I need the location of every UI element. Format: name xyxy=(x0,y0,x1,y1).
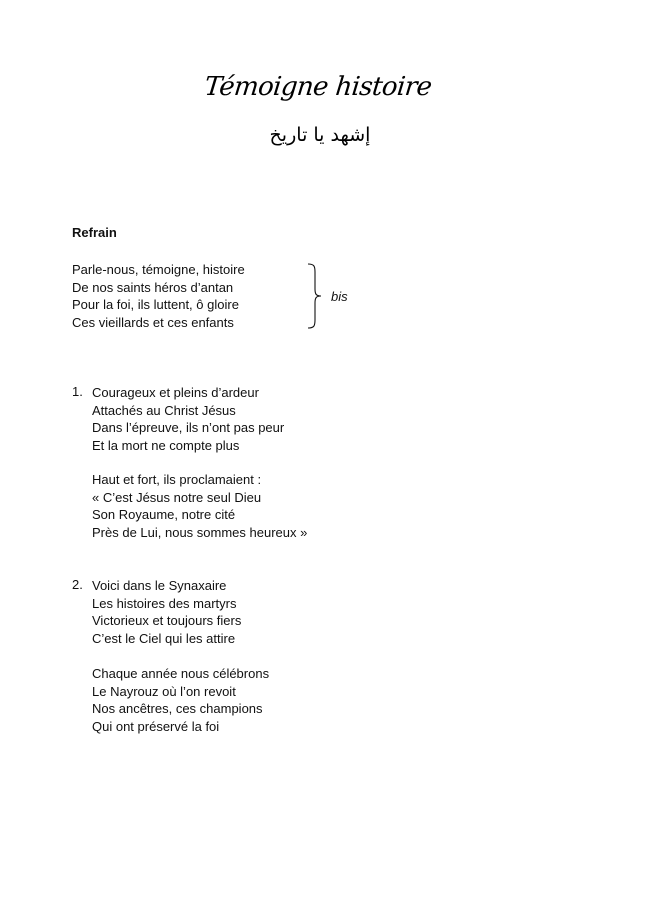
verse-line: Nos ancêtres, ces champions xyxy=(92,701,263,717)
verse-line: Attachés au Christ Jésus xyxy=(92,402,236,418)
verse-line: « C’est Jésus notre seul Dieu xyxy=(92,489,262,505)
refrain-line: De nos saints héros d’antan xyxy=(72,279,234,295)
verse-line: Haut et fort, ils proclamaient : xyxy=(92,472,262,487)
refrain-line: Parle-nous, témoigne, histoire xyxy=(72,262,245,277)
refrain-line: Pour la foi, ils luttent, ô gloire xyxy=(72,297,239,313)
verse-line: Voici dans le Synaxaire xyxy=(92,578,227,593)
verse-line: C’est le Ciel qui les attire xyxy=(92,630,236,646)
verse-line: Et la mort ne compte plus xyxy=(92,437,240,453)
verse-line: Qui ont préservé la foi xyxy=(92,718,220,734)
verse-2-stanza-2 xyxy=(92,665,269,735)
verse-line: Près de Lui, nous sommes heureux » xyxy=(92,524,308,540)
verse-line: Le Nayrouz où l’on revoit xyxy=(92,683,236,699)
verse-number: 2. xyxy=(72,577,83,592)
refrain-lines xyxy=(72,261,245,331)
verse-line: Courageux et pleins d’ardeur xyxy=(92,385,259,400)
refrain-heading: Refrain xyxy=(72,225,117,240)
arabic-subtitle: إشهد يا تاريخ xyxy=(269,124,371,146)
song-title: Témoigne histoire xyxy=(203,72,433,102)
verse-line: Chaque année nous célébrons xyxy=(92,666,270,681)
verse-number: 1. xyxy=(72,384,83,399)
verse-1-stanza-1 xyxy=(92,384,284,454)
verse-line: Dans l’épreuve, ils n’ont pas peur xyxy=(92,420,285,436)
repeat-brace-icon xyxy=(305,263,325,329)
verse-line: Les histoires des martyrs xyxy=(92,595,237,611)
verse-1-stanza-2 xyxy=(92,471,307,541)
refrain-line: Ces vieillards et ces enfants xyxy=(72,314,234,330)
verse-line: Son Royaume, notre cité xyxy=(92,507,236,523)
repeat-marker: bis xyxy=(331,289,348,304)
verse-line: Victorieux et toujours fiers xyxy=(92,613,242,629)
verse-2-stanza-1 xyxy=(92,577,241,647)
